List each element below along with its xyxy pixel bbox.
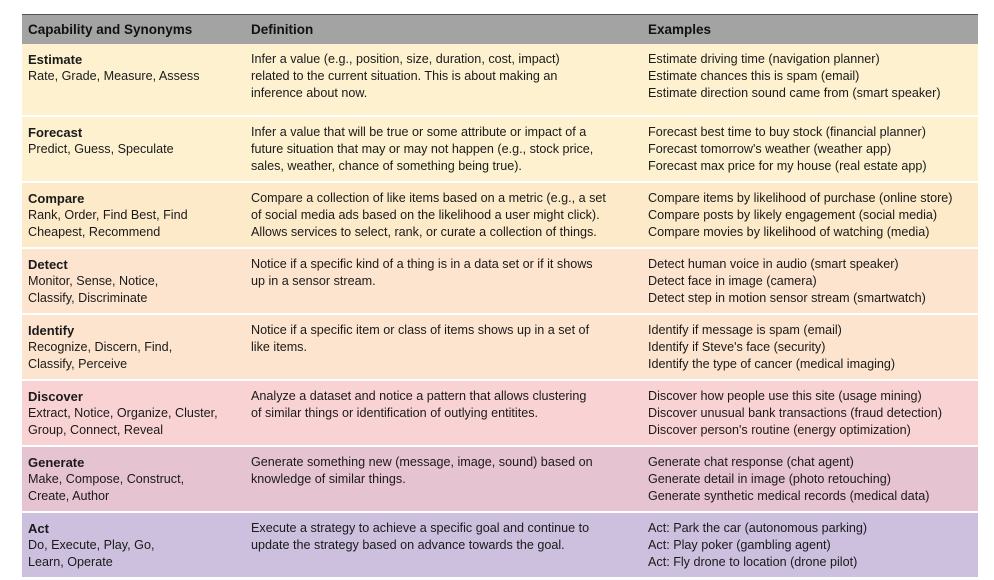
definition-text: future situation that may or may not happen (e.g., stock price, xyxy=(251,142,594,156)
definition-text: Infer a value that will be true or some attribute or impact of a xyxy=(251,125,587,139)
capability-synonyms: Do, Execute, Play, Go, xyxy=(28,538,155,552)
definition-text: Compare a collection of like items based on a metric (e.g., a set xyxy=(251,191,606,205)
table-row-estimate xyxy=(22,44,978,115)
example-item: Discover unusual bank transactions (fraud detection) xyxy=(648,406,943,420)
capability-table-container xyxy=(22,14,978,577)
example-item: Compare posts by likely engagement (social media) xyxy=(648,208,938,222)
example-item: Generate chat response (chat agent) xyxy=(648,455,854,469)
table-row-forecast xyxy=(22,115,978,181)
capability-synonyms: Create, Author xyxy=(28,489,110,503)
header-capability: Capability and Synonyms xyxy=(22,14,245,44)
capability-synonyms: Predict, Guess, Speculate xyxy=(28,142,174,156)
definition-text: up in a sensor stream. xyxy=(251,274,376,288)
example-item: Identify if message is spam (email) xyxy=(648,323,842,337)
capability-name: Act xyxy=(28,521,49,536)
table-row-generate xyxy=(22,445,978,511)
capability-cell xyxy=(22,313,245,379)
capability-synonyms: Extract, Notice, Organize, Cluster, xyxy=(28,406,218,420)
capability-name: Identify xyxy=(28,323,75,338)
capability-synonyms: Learn, Operate xyxy=(28,555,113,569)
capability-synonyms: Classify, Discriminate xyxy=(28,291,148,305)
definition-text: of similar things or identification of outlying entitites. xyxy=(251,406,538,420)
definition-text: like items. xyxy=(251,340,307,354)
definition-cell xyxy=(245,44,642,115)
definition-cell xyxy=(245,247,642,313)
definition-cell xyxy=(245,511,642,577)
header-row xyxy=(22,14,978,44)
capability-name: Detect xyxy=(28,257,68,272)
capability-name: Estimate xyxy=(28,52,83,67)
capability-synonyms: Recognize, Discern, Find, xyxy=(28,340,173,354)
example-item: Estimate chances this is spam (email) xyxy=(648,69,860,83)
definition-cell xyxy=(245,313,642,379)
capability-synonyms: Monitor, Sense, Notice, xyxy=(28,274,159,288)
example-item: Estimate driving time (navigation planner) xyxy=(648,52,880,66)
example-item: Act: Park the car (autonomous parking) xyxy=(648,521,868,535)
example-item: Forecast tomorrow's weather (weather app) xyxy=(648,142,892,156)
examples-cell xyxy=(642,313,978,379)
example-item: Discover how people use this site (usage mining) xyxy=(648,389,922,403)
example-item: Estimate direction sound came from (smart speaker) xyxy=(648,86,941,100)
definition-text: of social media ads based on the likelihood a user might click). xyxy=(251,208,600,222)
example-item: Identify if Steve's face (security) xyxy=(648,340,826,354)
examples-cell xyxy=(642,511,978,577)
capability-table xyxy=(22,14,978,577)
capability-name: Generate xyxy=(28,455,85,470)
definition-text: inference about now. xyxy=(251,86,368,100)
table-row-detect xyxy=(22,247,978,313)
table-row-identify xyxy=(22,313,978,379)
header-definition: Definition xyxy=(245,14,642,44)
table-row-act xyxy=(22,511,978,577)
capability-name: Forecast xyxy=(28,125,83,140)
capability-synonyms: Group, Connect, Reveal xyxy=(28,423,164,437)
capability-cell xyxy=(22,181,245,247)
capability-cell xyxy=(22,115,245,181)
examples-cell xyxy=(642,115,978,181)
capability-synonyms: Classify, Perceive xyxy=(28,357,128,371)
definition-text: Execute a strategy to achieve a specific goal and continue to xyxy=(251,521,590,535)
example-item: Detect human voice in audio (smart speaker) xyxy=(648,257,899,271)
capability-synonyms: Cheapest, Recommend xyxy=(28,225,161,239)
examples-cell xyxy=(642,445,978,511)
capability-synonyms: Make, Compose, Construct, xyxy=(28,472,185,486)
example-item: Act: Play poker (gambling agent) xyxy=(648,538,831,552)
examples-cell xyxy=(642,181,978,247)
example-item: Forecast max price for my house (real estate app) xyxy=(648,159,927,173)
definition-cell xyxy=(245,379,642,445)
examples-cell xyxy=(642,44,978,115)
example-item: Act: Fly drone to location (drone pilot) xyxy=(648,555,858,569)
definition-text: Generate something new (message, image, sound) based on xyxy=(251,455,593,469)
example-item: Generate synthetic medical records (medical data) xyxy=(648,489,930,503)
definition-text: Infer a value (e.g., position, size, duration, cost, impact) xyxy=(251,52,560,66)
example-item: Compare movies by likelihood of watching (media) xyxy=(648,225,930,239)
definition-cell xyxy=(245,181,642,247)
definition-cell xyxy=(245,115,642,181)
definition-cell xyxy=(245,445,642,511)
capability-name: Compare xyxy=(28,191,85,206)
definition-text: Notice if a specific item or class of items shows up in a set of xyxy=(251,323,590,337)
example-item: Detect face in image (camera) xyxy=(648,274,817,288)
example-item: Compare items by likelihood of purchase (online store) xyxy=(648,191,953,205)
capability-synonyms: Rate, Grade, Measure, Assess xyxy=(28,69,200,83)
capability-cell xyxy=(22,379,245,445)
example-item: Forecast best time to buy stock (financial planner) xyxy=(648,125,926,139)
examples-cell xyxy=(642,247,978,313)
capability-cell xyxy=(22,511,245,577)
table-row-discover xyxy=(22,379,978,445)
example-item: Identify the type of cancer (medical imaging) xyxy=(648,357,896,371)
capability-name: Discover xyxy=(28,389,83,404)
definition-text: Notice if a specific kind of a thing is in a data set or if it shows xyxy=(251,257,593,271)
capability-cell xyxy=(22,44,245,115)
capability-synonyms: Rank, Order, Find Best, Find xyxy=(28,208,188,222)
definition-text: sales, weather, chance of something being true). xyxy=(251,159,522,173)
definition-text: update the strategy based on advance towards the goal. xyxy=(251,538,565,552)
example-item: Discover person's routine (energy optimization) xyxy=(648,423,911,437)
header-examples: Examples xyxy=(642,14,978,44)
example-item: Detect step in motion sensor stream (smartwatch) xyxy=(648,291,926,305)
capability-cell xyxy=(22,445,245,511)
example-item: Generate detail in image (photo retouching) xyxy=(648,472,891,486)
capability-cell xyxy=(22,247,245,313)
definition-text: knowledge of similar things. xyxy=(251,472,406,486)
examples-cell xyxy=(642,379,978,445)
table-row-compare xyxy=(22,181,978,247)
definition-text: Allows services to select, rank, or curate a collection of things. xyxy=(251,225,597,239)
definition-text: related to the current situation. This is about making an xyxy=(251,69,558,83)
definition-text: Analyze a dataset and notice a pattern that allows clustering xyxy=(251,389,587,403)
